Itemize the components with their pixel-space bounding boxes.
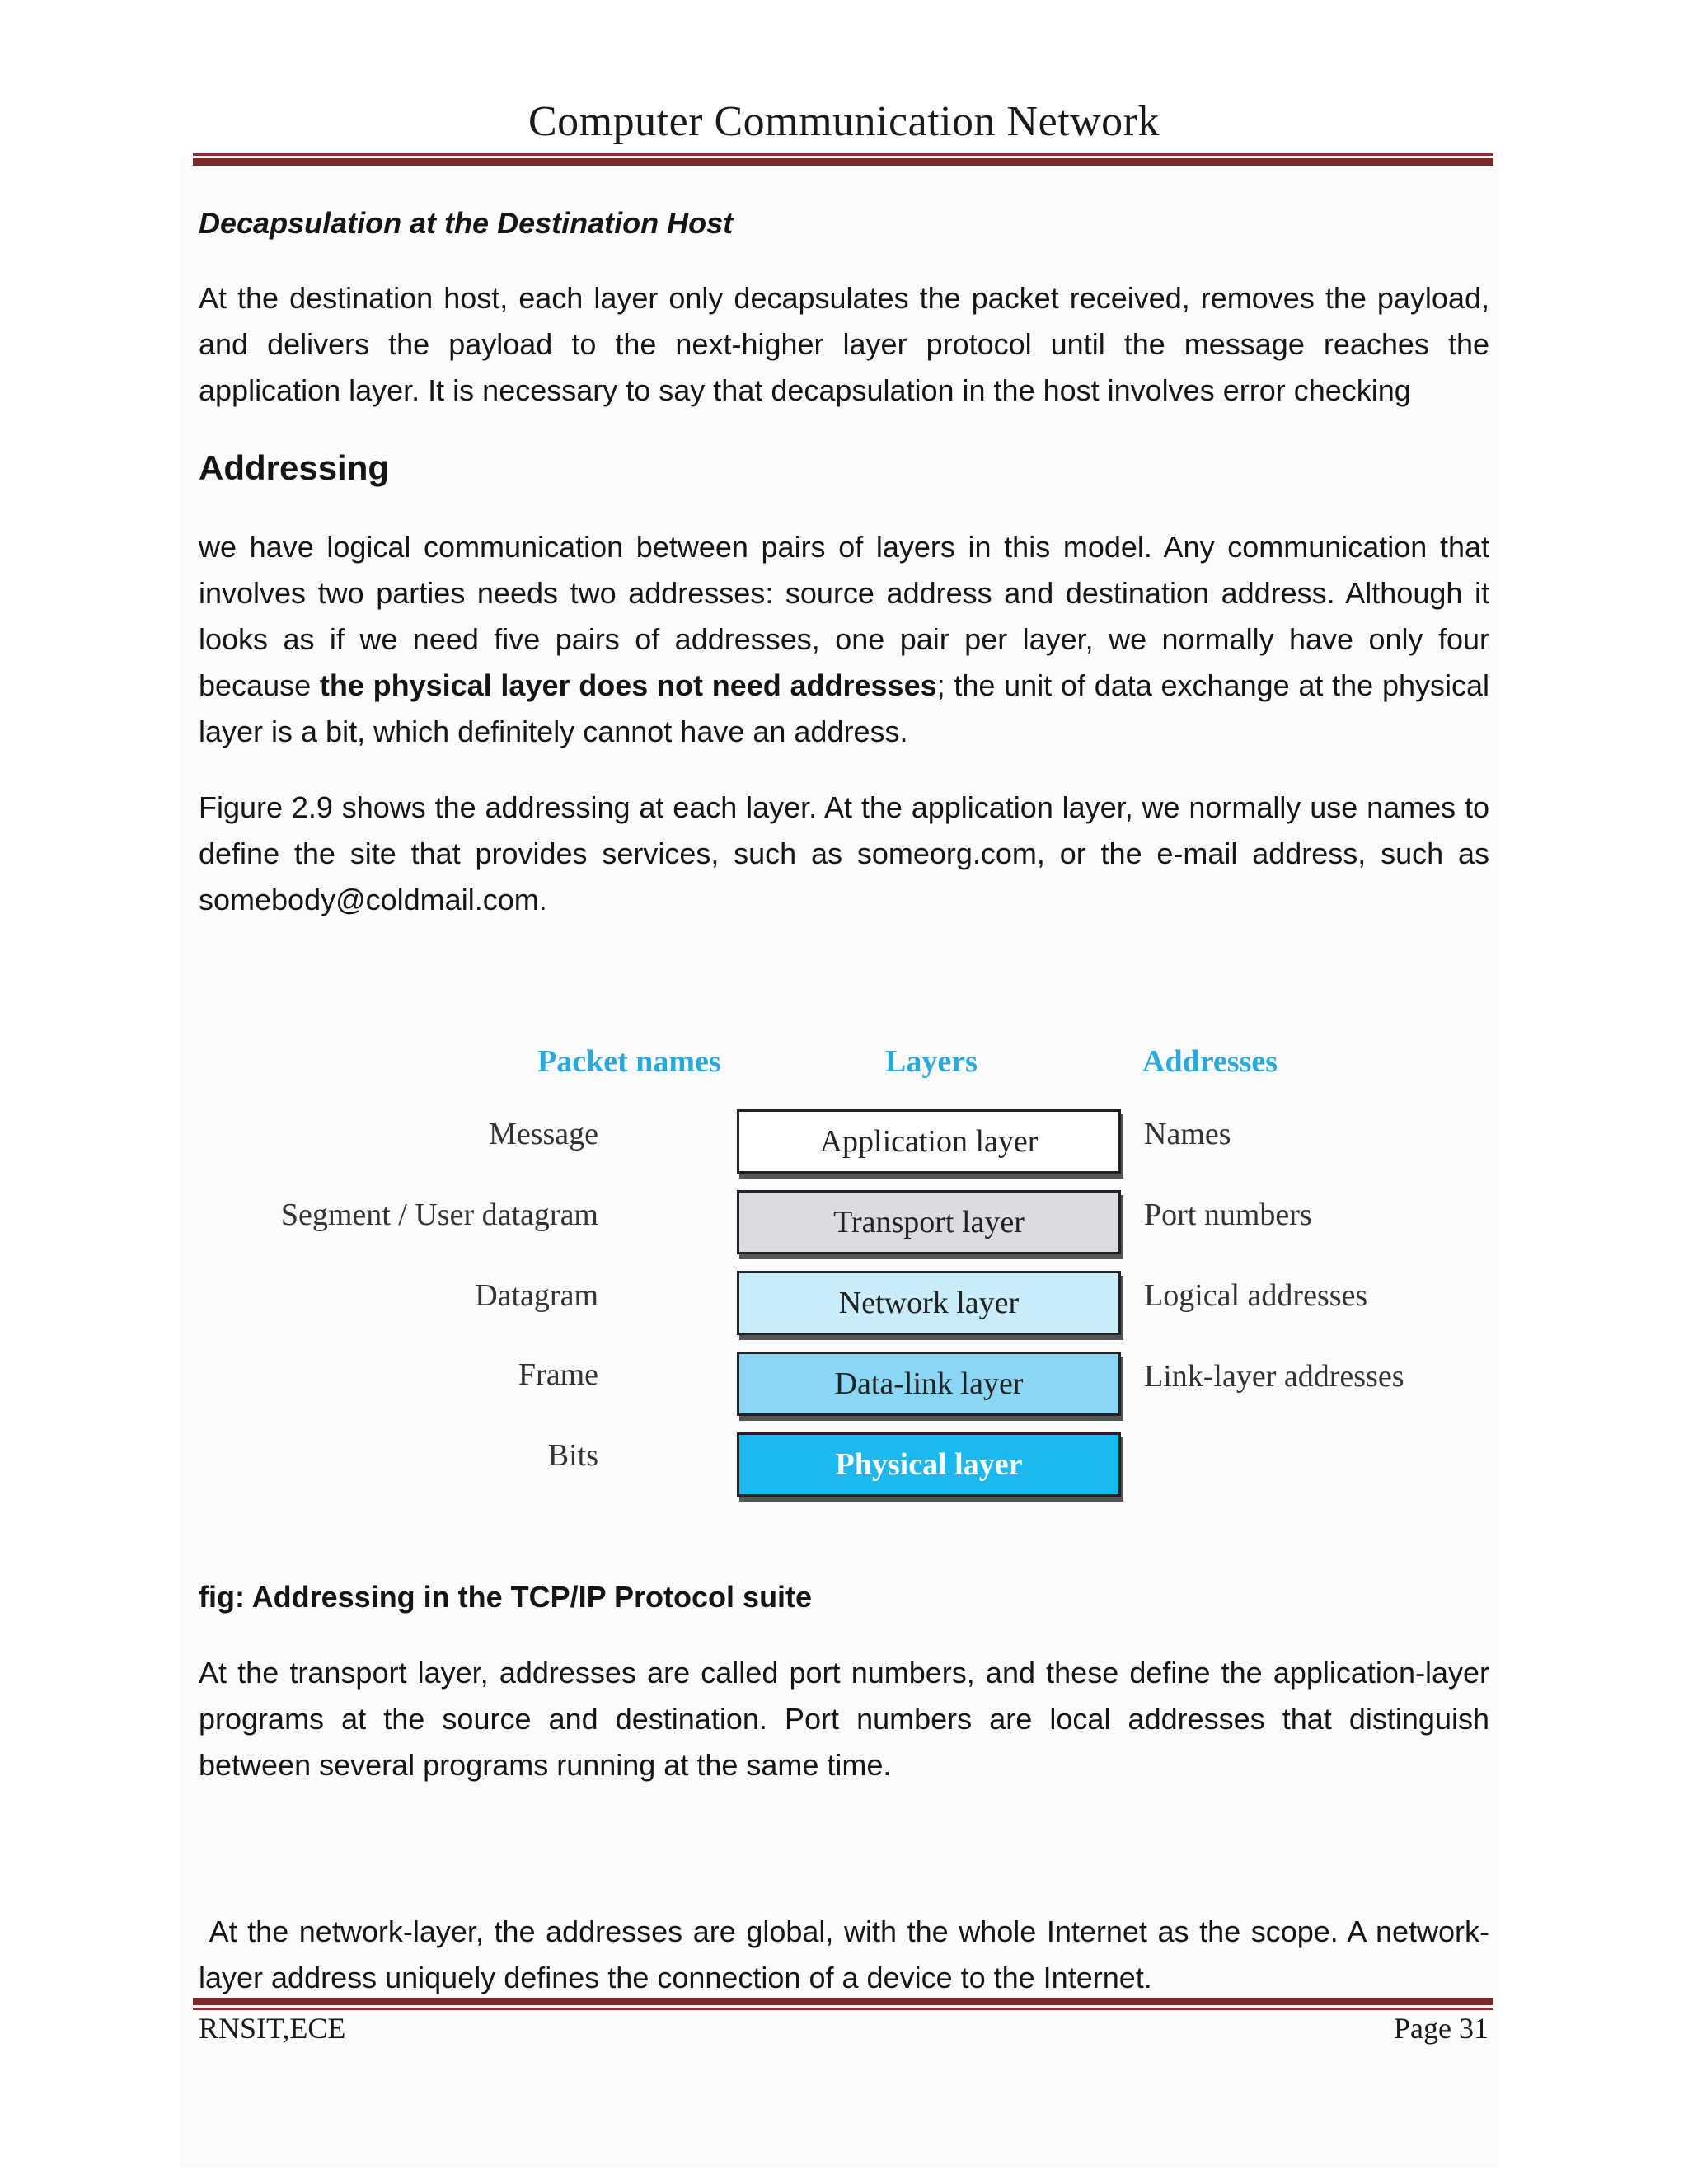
transport-paragraph: At the transport layer, addresses are called port numbers, and these define the application-layer programs at the source and destination. Port numbers are local addresses that distinguish between several programs running at the same time. [199,1656,1489,1782]
figure-caption: fig: Addressing in the TCP/IP Protocol suite [199,1580,813,1614]
footer-institution: RNSIT,ECE [199,2012,346,2045]
packet-name: Frame [518,1357,598,1392]
address-type: Logical addresses [1144,1278,1368,1313]
col-packet-names: Packet names [537,1044,721,1079]
packet-name: Datagram [475,1278,598,1313]
addressing-figure [180,1014,1498,1533]
address-type: Port numbers [1144,1197,1312,1232]
col-addresses: Addresses [1142,1044,1278,1079]
network-paragraph: At the network-layer, the addresses are global, with the whole Internet as the scope. A network-layer address uniquely defines the connection of a device to the Internet. [199,1915,1489,1994]
page-number: Page 31 [1394,2012,1489,2045]
packet-name: Segment / User datagram [280,1197,598,1232]
layer-box-transport: Transport layer [737,1190,1121,1254]
address-type: Link-layer addresses [1144,1359,1404,1394]
addressing-paragraph-1: we have logical communication between pairs of layers in this model. Any communication that involves two parties needs two addresses: source address and destination address. Although it looks as if we need five pairs of addresses, one pair per layer, we normally have only four because the physical layer does not need addresses; the unit of data exchange at the physical layer is a bit, which definitely cannot have an address. [199,530,1490,748]
decapsulation-paragraph: At the destination host, each layer only decapsulates the packet received, removes the payload, and delivers the payload to the next-higher layer protocol until the message reaches the application layer. It is necessary to say that decapsulation in the host involves error checking [199,281,1489,407]
addressing-paragraph-2: Figure 2.9 shows the addressing at each layer. At the application layer, we normally use names to define the site that provides services, such as someorg.com, or the e-mail address, such as somebody@coldmail.com. [199,790,1489,916]
header-rule [193,153,1493,166]
layer-box-application: Application layer [737,1109,1121,1174]
addressing-heading: Addressing [199,448,390,487]
col-layers: Layers [885,1044,978,1079]
page-header-title: Computer Communication Network [528,98,1160,145]
layer-box-data-link: Data-link layer [737,1352,1121,1416]
emphasis-physical-layer: the physical layer does not need addresses [319,668,937,702]
address-type: Names [1144,1117,1231,1151]
packet-name: Message [489,1117,598,1151]
layer-box-physical: Physical layer [737,1432,1121,1497]
layer-box-network: Network layer [737,1271,1121,1335]
packet-name: Bits [547,1438,598,1473]
footer-rule [193,1998,1493,2010]
decapsulation-subheading: Decapsulation at the Destination Host [199,206,734,240]
